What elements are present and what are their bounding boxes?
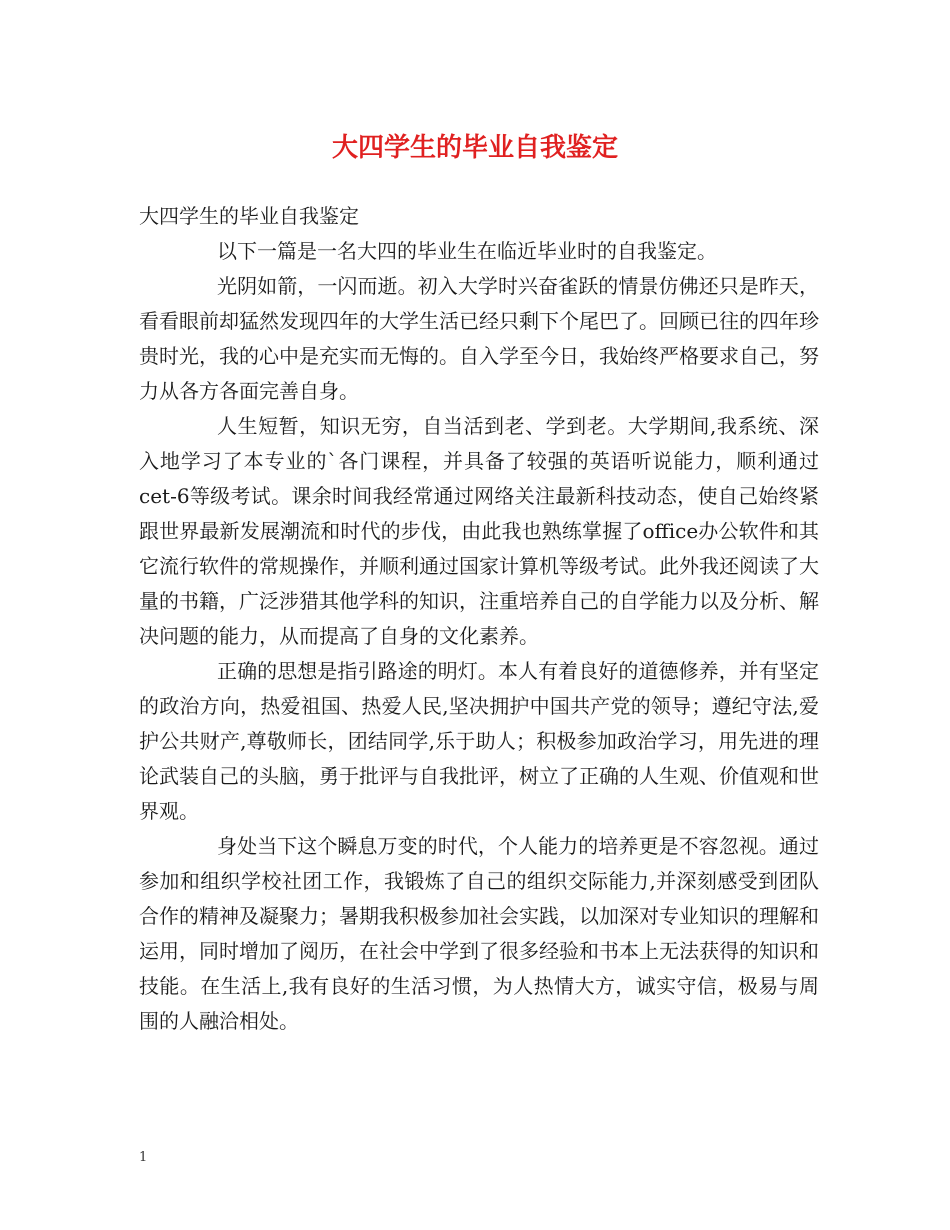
- document-title: 大四学生的毕业自我鉴定: [331, 133, 618, 163]
- paragraph-intro: 以下一篇是一名大四的毕业生在临近毕业时的自我鉴定。: [217, 239, 717, 263]
- paragraph-study: 人生短暂，知识无穷，自当活到老、学到老。大学期间,我系统、深入地学习了本专业的`各门课程，并具备了较强的英语听说能力，顺利通过cet-6等级考试。课余时间我经常通过网络关注最新科技动态，使自己始终紧跟世界最新发展潮流和时代的步伐，由此我也熟练掌握了office办公软件和其它流行软件的常规操作，并顺利通过国家计算机等级考试。此外我还阅读了大量的书籍，广泛涉猎其他学科的知识，注重培养自己的自学能力以及分析、解决问题的能力，从而提高了自身的文化素养。: [139, 414, 819, 648]
- paragraph-thought: 正确的思想是指引路途的明灯。本人有着良好的道德修养，并有坚定的政治方向，热爱祖国、热爱人民,坚决拥护中国共产党的领导；遵纪守法,爱护公共财产,尊敬师长，团结同学,乐于助人；积极参加政治学习，用先进的理论武装自己的头脑，勇于批评与自我批评，树立了正确的人生观、价值观和世界观。: [139, 659, 819, 823]
- document-body: [139, 199, 819, 1039]
- paragraph-ability: 身处当下这个瞬息万变的时代，个人能力的培养更是不容忽视。通过参加和组织学校社团工作，我锻炼了自己的组织交际能力,并深刻感受到团队合作的精神及凝聚力；暑期我积极参加社会实践，以加深对专业知识的理解和运用，同时增加了阅历，在社会中学到了很多经验和书本上无法获得的知识和技能。在生活上,我有良好的生活习惯，为人热情大方，诚实守信，极易与周围的人融洽相处。: [139, 834, 819, 1033]
- paragraph-time: 光阴如箭，一闪而逝。初入大学时兴奋雀跃的情景仿佛还只是昨天，看看眼前却猛然发现四年的大学生活已经只剩下个尾巴了。回顾已往的四年珍贵时光，我的心中是充实而无悔的。自入学至今日，我始终严格要求自己，努力从各方各面完善自身。: [139, 274, 819, 403]
- document-subtitle: 大四学生的毕业自我鉴定: [139, 204, 359, 228]
- page-number: 1: [139, 1150, 148, 1165]
